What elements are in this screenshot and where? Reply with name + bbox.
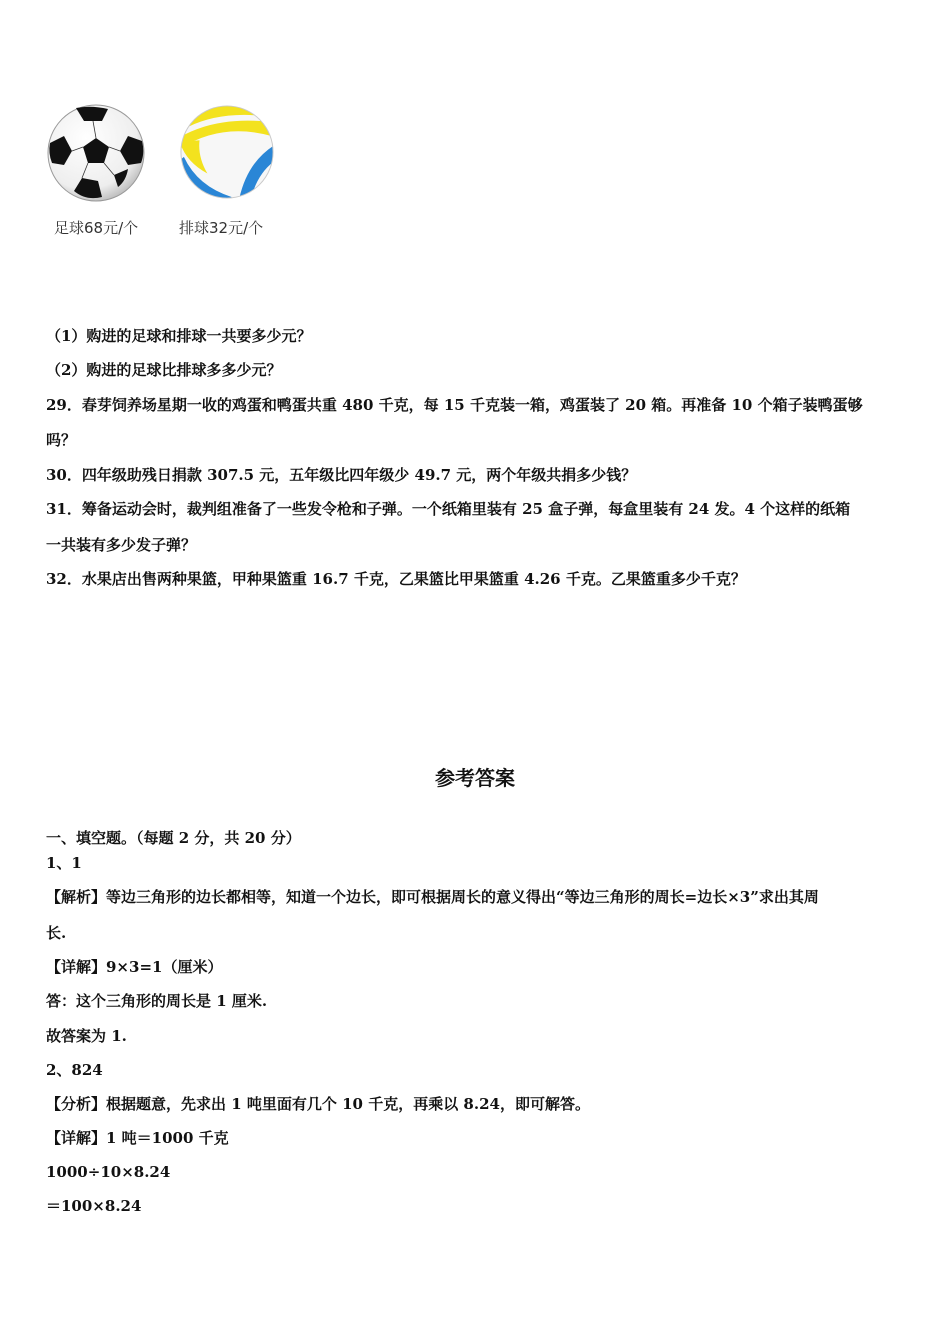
question-29-line-1: 29．春芽饲养场星期一收的鸡蛋和鸭蛋共重 480 千克，每 15 千克装一箱，鸡蛋装了 20 箱。再准备 10 个箱子装鸭蛋够 xyxy=(46,396,863,414)
question-32: 32．水果店出售两种果篮，甲种果篮重 16.7 千克，乙果篮比甲果篮重 4.26 千克。乙果篮重多少千克？ xyxy=(46,570,746,588)
question-28-part-1: （1）购进的足球和排球一共要多少元？ xyxy=(46,327,312,345)
answer-1-statement: 答：这个三角形的周长是 1 厘米. xyxy=(46,992,268,1010)
question-31-line-2: 一共装有多少发子弹？ xyxy=(46,536,197,554)
answer-2-analysis: 【分析】根据题意，先求出 1 吨里面有几个 10 千克，再乘以 8.24，即可解答。 xyxy=(46,1095,590,1113)
question-31-line-1: 31．筹备运动会时，裁判组准备了一些发令枪和子弹。一个纸箱里装有 25 盒子弹，每盒里装有 24 发。4 个这样的纸箱 xyxy=(46,500,851,518)
answer-2: 2、824 xyxy=(46,1061,103,1079)
volleyball-caption: 排球32元/个 xyxy=(179,219,264,237)
question-29-line-2: 吗？ xyxy=(46,431,77,449)
answer-1: 1、1 xyxy=(46,854,82,872)
answer-1-detail: 【详解】9×3=1（厘米） xyxy=(46,958,223,976)
answer-1-analysis-line-2: 长. xyxy=(46,924,67,942)
answer-1-analysis-line-1: 【解析】等边三角形的边长都相等，知道一个边长，即可根据周长的意义得出“等边三角形的周长=边长×3”求出其周 xyxy=(46,888,819,906)
answer-2-step-2: ＝100×8.24 xyxy=(46,1197,142,1215)
answers-title: 参考答案 xyxy=(435,766,515,790)
answer-2-step-1: 1000÷10×8.24 xyxy=(46,1163,171,1181)
answer-2-detail: 【详解】1 吨＝1000 千克 xyxy=(46,1129,229,1147)
soccer-ball-icon xyxy=(46,103,146,203)
volleyball-icon xyxy=(178,103,276,201)
soccer-caption: 足球68元/个 xyxy=(54,219,139,237)
answer-1-final: 故答案为 1. xyxy=(46,1027,127,1045)
question-30: 30．四年级助残日捐款 307.5 元，五年级比四年级少 49.7 元，两个年级共捐多少钱？ xyxy=(46,466,637,484)
answers-section-heading: 一、填空题。（每题 2 分，共 20 分） xyxy=(46,829,301,847)
question-28-part-2: （2）购进的足球比排球多多少元？ xyxy=(46,361,282,379)
